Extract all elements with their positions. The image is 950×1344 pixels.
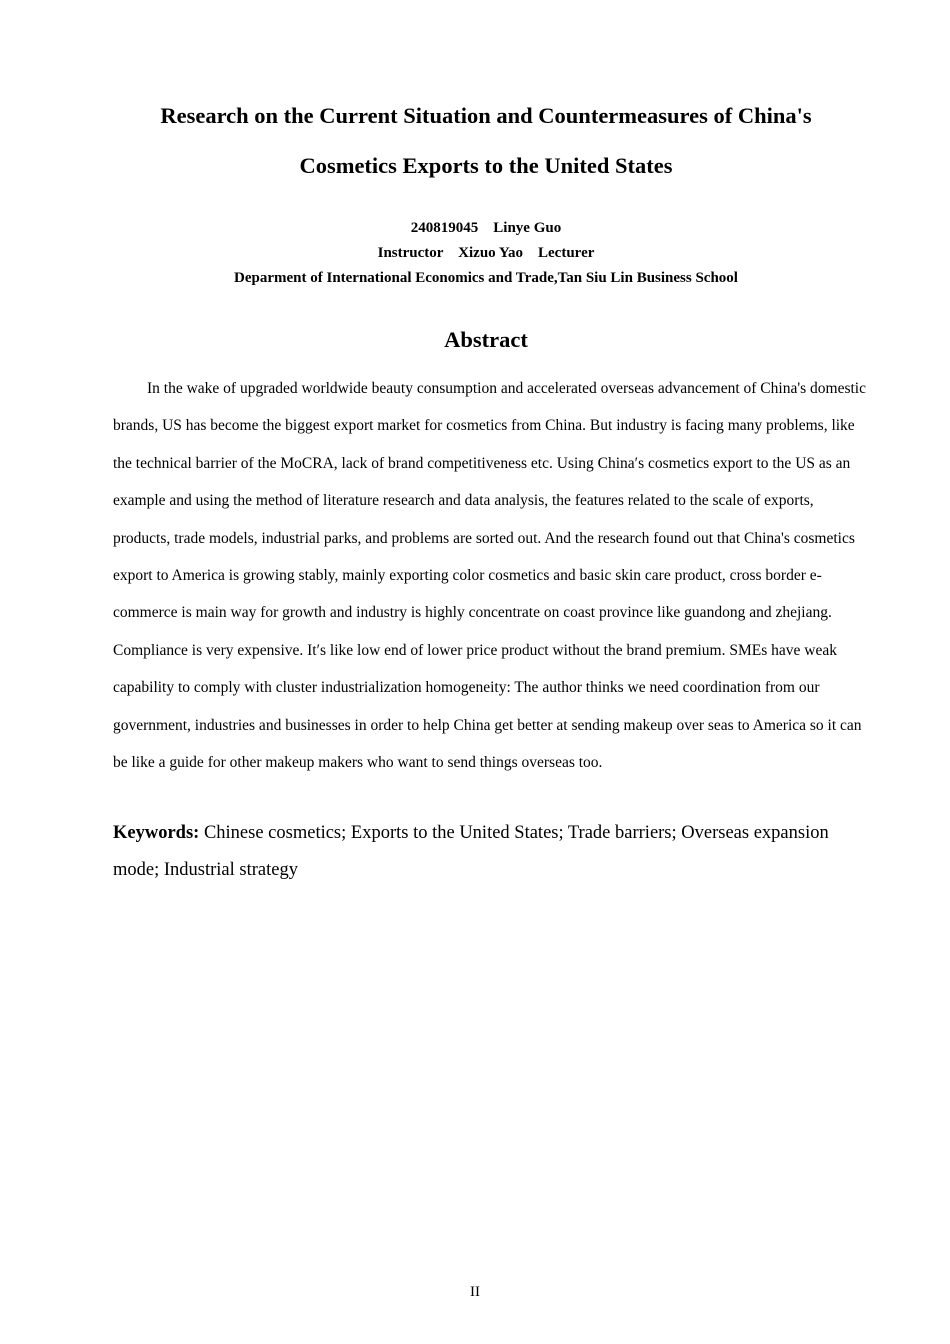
abstract-body: In the wake of upgraded worldwide beauty consumption and accelerated overseas advancement of China's domestic brands, US has become the biggest export market for cosmetics from China. But industry is facing many problems, like the technical barrier of the MoCRA, lack of brand competitiveness etc. Using China′s cosmetics export to the US as an example and using the method of literature research and data analysis, the features related to the scale of exports, products, trade models, industrial parks, and problems are sorted out. And the research found out that China's cosmetics export to America is growing stably, mainly exporting color cosmetics and basic skin care product, cross border e-commerce is main way for growth and industry is highly concentrate on coast province like guandong and zhejiang. Compliance is very expensive. It′s like low end of lower price product without the brand premium. SMEs have weak capability to comply with cluster industrialization homogeneity: The author thinks we need coordination from our government, industries and businesses in order to help China get better at sending makeup over seas to America so it can be like a guide for other makeup makers who want to send things overseas too.: [113, 380, 866, 772]
title-line-2: Cosmetics Exports to the United States: [299, 153, 673, 178]
abstract-heading: Abstract: [444, 327, 528, 352]
keywords-text: Chinese cosmetics; Exports to the United States; Trade barriers; Overseas expansion mode; Industrial strategy: [113, 823, 829, 880]
page-number: II: [470, 1284, 480, 1300]
department-line: Deparment of International Economics and Trade,Tan Siu Lin Business School: [234, 270, 738, 286]
keywords-label: Keywords:: [113, 823, 200, 843]
keywords-paragraph: [113, 815, 873, 889]
author-line: 240819045 Linye Guo: [410, 220, 562, 236]
instructor-line: Instructor Xizuo Yao Lecturer: [377, 245, 595, 261]
title-line-1: Research on the Current Situation and Countermeasures of China's: [160, 103, 812, 128]
